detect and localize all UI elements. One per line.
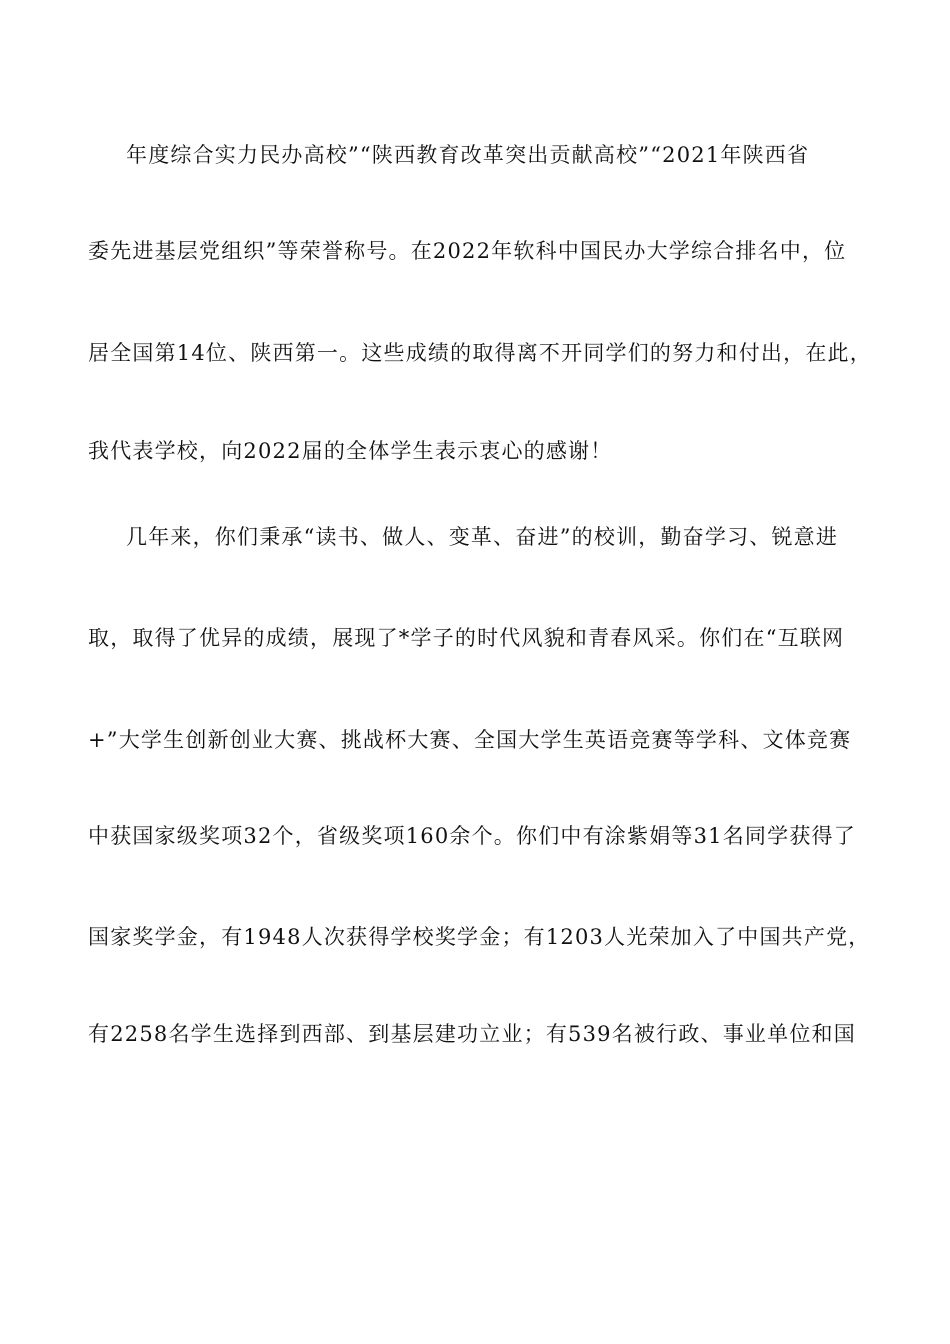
paragraph-1-line-3: 居全国第14位、陕西第一。这些成绩的取得离不开同学们的努力和付出，在此，	[88, 341, 872, 365]
paragraph-2-line-5: 国家奖学金，有1948人次获得学校奖学金；有1203人光荣加入了中国共产党，	[88, 925, 871, 949]
paragraph-2-line-4: 中获国家级奖项32个，省级奖项160余个。你们中有涂紫娟等31名同学获得了	[88, 824, 856, 848]
paragraph-1-line-4: 我代表学校，向2022届的全体学生表示衷心的感谢！	[88, 439, 613, 463]
paragraph-2-line-6: 有2258名学生选择到西部、到基层建功立业；有539名被行政、事业单位和国	[88, 1022, 856, 1046]
paragraph-2-line-2: 取，取得了优异的成绩，展现了*学子的时代风貌和青春风采。你们在“互联网	[88, 626, 845, 650]
paragraph-1-line-2: 委先进基层党组织”等荣誉称号。在2022年软科中国民办大学综合排名中，位	[88, 239, 847, 263]
paragraph-1-line-1: 年度综合实力民办高校”“陕西教育改革突出贡献高校”“2021年陕西省	[126, 143, 810, 167]
paragraph-2-line-3: +”大学生创新创业大赛、挑战杯大赛、全国大学生英语竞赛等学科、文体竞赛	[88, 728, 852, 752]
paragraph-2-line-1: 几年来，你们秉承“读书、做人、变革、奋进”的校训，勤奋学习、锐意进	[126, 525, 839, 549]
